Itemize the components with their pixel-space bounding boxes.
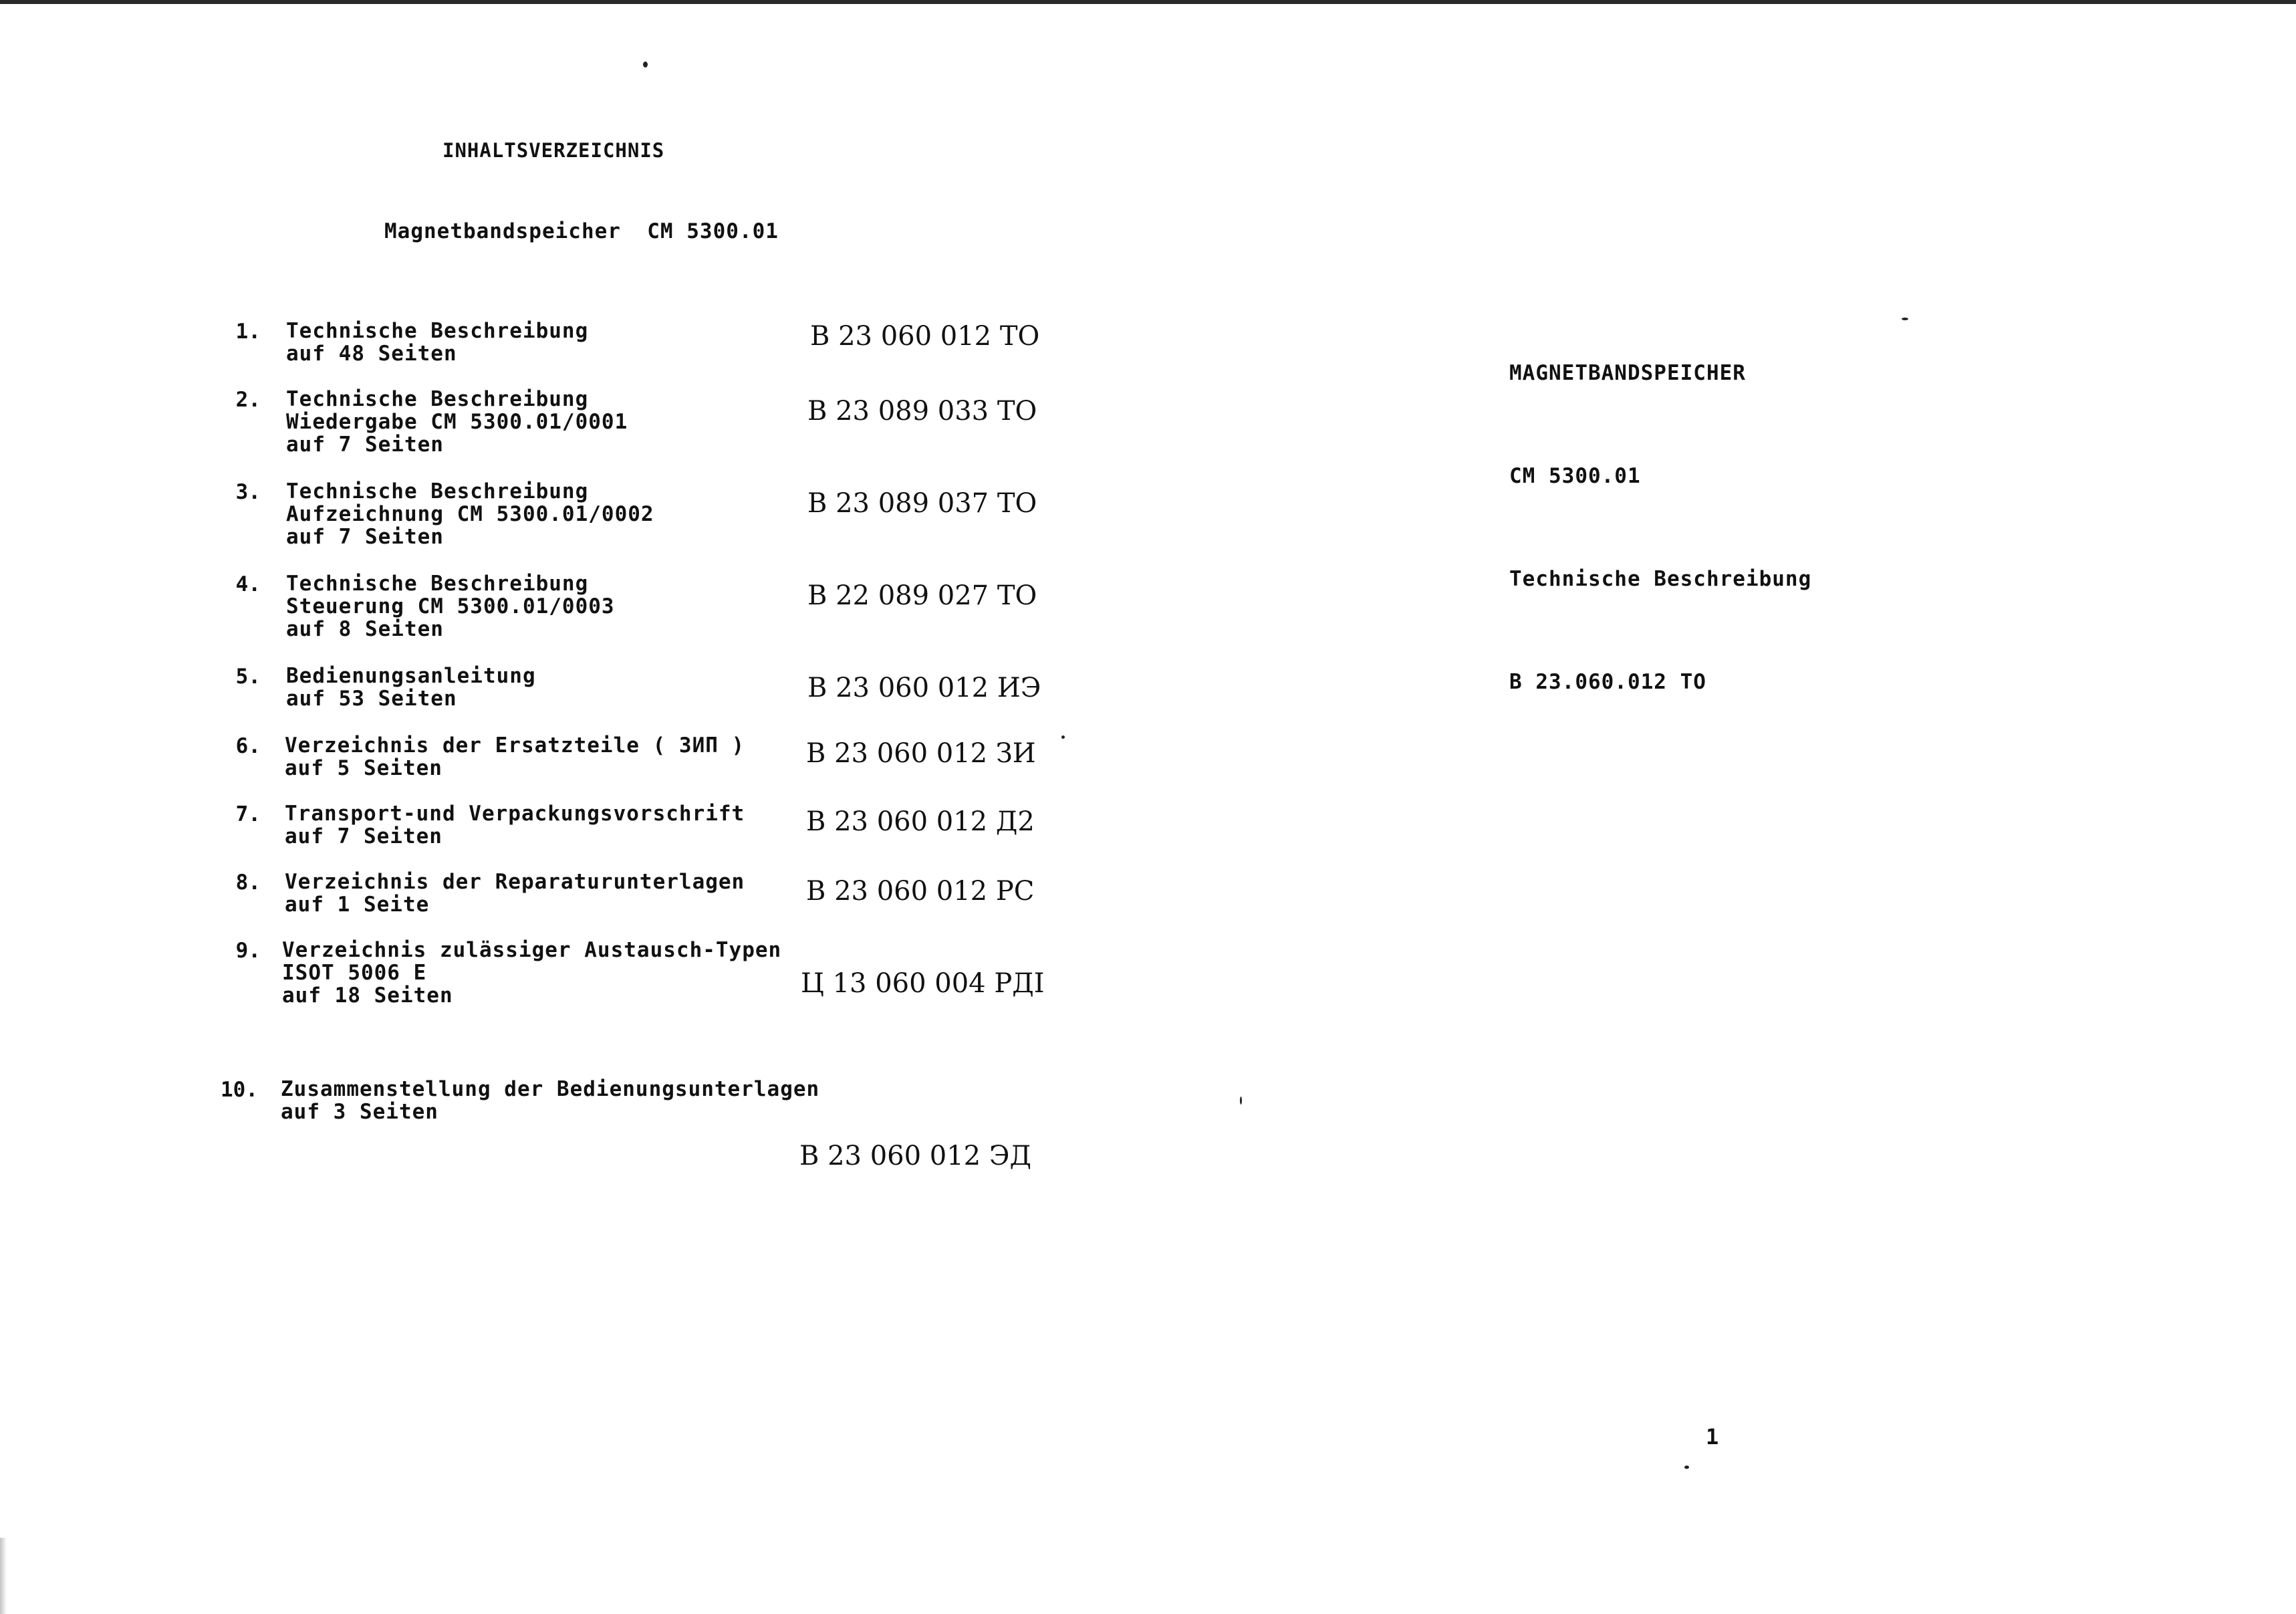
entry-line: auf 48 Seiten: [286, 342, 457, 366]
scan-speck: [1061, 735, 1065, 739]
entry-line: Technische Beschreibung: [286, 572, 589, 596]
entry-line: auf 1 Seite: [285, 893, 430, 917]
toc-title: INHALTSVERZEICHNIS: [442, 139, 665, 162]
cover-heading: MAGNETBANDSPEICHER: [1509, 361, 1746, 385]
entry-number: 10.: [221, 1078, 258, 1102]
entry-number: 2.: [235, 388, 261, 412]
page-number: 1: [1706, 1424, 1719, 1450]
entry-number: 9.: [235, 939, 261, 963]
cover-model: CM 5300.01: [1509, 464, 1641, 488]
entry-line: Zusammenstellung der Bedienungsunterlagen: [281, 1077, 820, 1101]
entry-line: auf 7 Seiten: [286, 433, 444, 457]
cover-document-code: B 23.060.012 TO: [1509, 670, 1706, 694]
entry-line: auf 53 Seiten: [286, 687, 457, 711]
entry-line: Steuerung CM 5300.01/0003: [286, 594, 615, 618]
entry-line: Verzeichnis zulässiger Austausch-Typen: [282, 938, 782, 962]
toc-subtitle: Magnetbandspeicher CM 5300.01: [384, 219, 779, 243]
entry-line: Technische Beschreibung: [286, 387, 589, 411]
entry-document-code: B 23 060 012 ИЭ: [807, 673, 1041, 703]
entry-number: 6.: [235, 734, 261, 758]
entry-document-code: B 23 089 037 TO: [807, 488, 1037, 519]
entry-line: auf 7 Seiten: [285, 824, 442, 848]
entry-line: auf 3 Seiten: [281, 1100, 438, 1124]
entry-line: Verzeichnis der Reparaturunterlagen: [285, 870, 745, 894]
scan-speck: [1240, 1097, 1242, 1105]
entry-line: Transport-und Verpackungsvorschrift: [285, 802, 745, 826]
entry-line: auf 5 Seiten: [285, 756, 442, 780]
page-left-edge-shadow: [0, 1538, 7, 1614]
entry-line: ISOT 5006 E: [282, 961, 427, 985]
entry-document-code: B 23 060 012 Д2: [806, 806, 1035, 837]
entry-line: Technische Beschreibung: [286, 319, 589, 343]
entry-document-code: Ц 13 060 004 РДI: [801, 968, 1045, 999]
entry-line: Verzeichnis der Ersatzteile ( ЗИП ): [285, 733, 745, 758]
entry-line: auf 8 Seiten: [286, 617, 444, 641]
entry-line: auf 18 Seiten: [282, 984, 453, 1008]
entry-document-code: B 23 060 012 PC: [806, 876, 1035, 907]
scan-speck: [1684, 1466, 1689, 1469]
entry-document-code: B 23 089 033 TO: [807, 396, 1037, 427]
entry-number: 5.: [235, 665, 261, 689]
entry-line: auf 7 Seiten: [286, 525, 444, 549]
entry-line: Bedienungsanleitung: [286, 664, 536, 688]
entry-line: Wiedergabe CM 5300.01/0001: [286, 410, 628, 434]
scan-speck: [643, 62, 648, 68]
entry-number: 8.: [235, 871, 261, 895]
entry-line: Aufzeichnung CM 5300.01/0002: [286, 502, 654, 526]
entry-number: 1.: [235, 320, 261, 344]
entry-document-code: B 22 089 027 TO: [807, 580, 1037, 611]
entry-line: Technische Beschreibung: [286, 479, 589, 503]
entry-number: 7.: [235, 802, 261, 826]
entry-number: 4.: [235, 572, 261, 596]
page-top-edge: [0, 0, 2296, 4]
entry-document-code: B 23 060 012 TO: [810, 321, 1040, 352]
entry-document-code: B 23 060 012 ЭД: [799, 1141, 1031, 1171]
scan-speck: [1902, 318, 1908, 320]
entry-document-code: B 23 060 012 ЗИ: [806, 738, 1036, 769]
cover-document-type: Technische Beschreibung: [1509, 567, 1812, 591]
entry-number: 3.: [235, 480, 261, 504]
